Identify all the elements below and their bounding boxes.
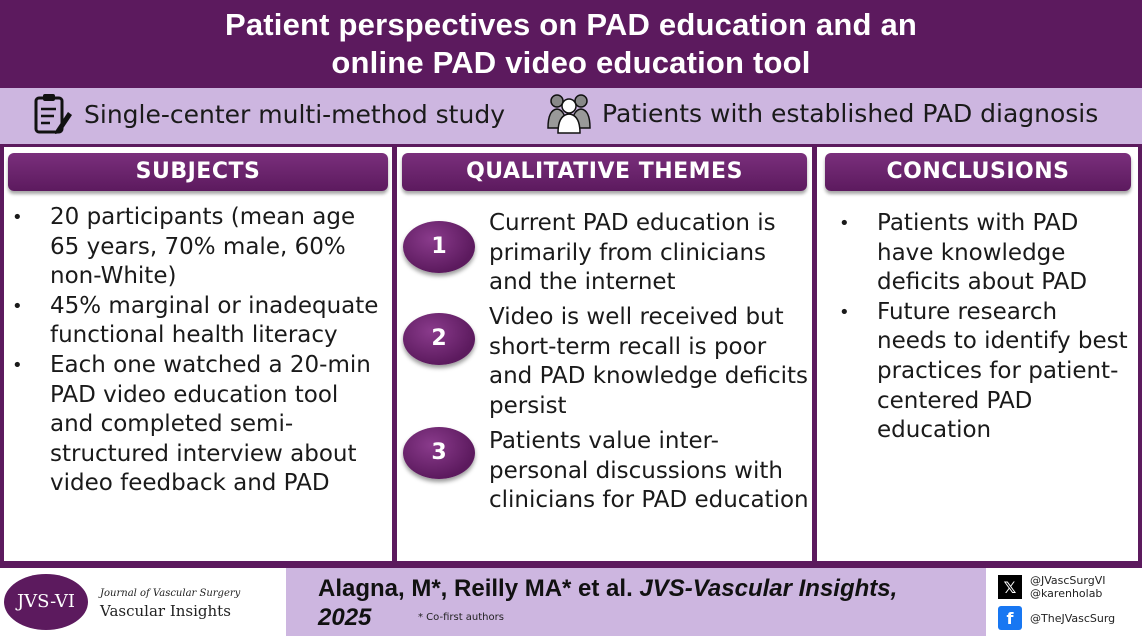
study-population-text: Patients with established PAD diagnosis bbox=[602, 98, 1099, 128]
x-social[interactable] bbox=[998, 574, 1105, 600]
conclusions-panel bbox=[817, 147, 1138, 561]
theme-text: Current PAD education is primarily from clinicians and the internet bbox=[489, 210, 776, 296]
bullet-dot: • bbox=[12, 295, 23, 317]
clipboard-pen-icon bbox=[32, 92, 74, 136]
list-item: • 45% marginal or inadequate functional health literacy bbox=[12, 292, 379, 349]
list-item: • Each one watched a 20-min PAD video education tool and completed semi-structured interview about video feedback and PAD bbox=[12, 351, 371, 497]
citation-bar bbox=[286, 568, 986, 636]
themes-header: QUALITATIVE THEMES bbox=[402, 153, 807, 191]
facebook-social[interactable] bbox=[998, 606, 1115, 630]
list-item: • Future research needs to identify best practices for patient-centered PAD education bbox=[839, 298, 1128, 444]
theme-number-badge: 1 bbox=[403, 221, 475, 273]
study-population bbox=[546, 92, 1098, 134]
title-banner bbox=[0, 0, 1142, 88]
facebook-logo-icon: f bbox=[998, 606, 1022, 630]
theme-number-badge: 2 bbox=[403, 313, 475, 365]
citation-authors: Alagna, M*, Reilly MA* et al. bbox=[318, 575, 633, 602]
study-design bbox=[32, 92, 505, 136]
citation bbox=[318, 574, 897, 632]
subjects-panel bbox=[4, 147, 392, 561]
themes-panel bbox=[397, 147, 812, 561]
x-handle[interactable]: @karenholab bbox=[1030, 587, 1103, 600]
theme-text: Patients value inter-personal discussions with clinicians for PAD education bbox=[489, 428, 809, 514]
journal-subtitle: Vascular Insights bbox=[100, 602, 231, 620]
co-first-note: * Co-first authors bbox=[418, 612, 504, 623]
conclusions-list bbox=[839, 209, 1132, 446]
list-item: • Patients with PAD have knowledge deficits about PAD bbox=[839, 210, 1088, 296]
facebook-handle[interactable]: @TheJVascSurg bbox=[1030, 611, 1116, 625]
bullet-dot: • bbox=[12, 354, 23, 376]
title-line-2: online PAD video education tool bbox=[331, 45, 811, 80]
x-logo-icon: 𝕏 bbox=[998, 575, 1022, 599]
social-links bbox=[986, 568, 1142, 636]
conclusions-header: CONCLUSIONS bbox=[825, 153, 1131, 191]
subjects-header: SUBJECTS bbox=[8, 153, 388, 191]
list-item: • 20 participants (mean age 65 years, 70% male, 60% non-White) bbox=[12, 204, 356, 290]
citation-year: 2025 bbox=[318, 604, 372, 631]
study-info-bar bbox=[0, 88, 1142, 144]
study-design-text: Single-center multi-method study bbox=[84, 99, 505, 129]
bullet-dot: • bbox=[12, 207, 23, 228]
title-line-1: Patient perspectives on PAD education and an bbox=[224, 7, 918, 42]
journal-branding bbox=[0, 568, 286, 636]
citation-journal: JVS-Vascular Insights, bbox=[639, 575, 898, 602]
x-handle[interactable]: @JVascSurgVI bbox=[1030, 574, 1106, 587]
bullet-dot: • bbox=[839, 213, 850, 234]
subjects-list bbox=[12, 203, 388, 499]
theme-number-badge: 3 bbox=[403, 427, 475, 479]
people-group-icon bbox=[546, 92, 592, 134]
journal-name: Journal of Vascular Surgery bbox=[100, 588, 241, 599]
jvs-vi-logo: JVS-VI bbox=[4, 574, 88, 630]
bullet-dot: • bbox=[839, 301, 850, 323]
theme-text: Video is well received but short-term recall is poor and PAD knowledge deficits persist bbox=[489, 304, 808, 419]
